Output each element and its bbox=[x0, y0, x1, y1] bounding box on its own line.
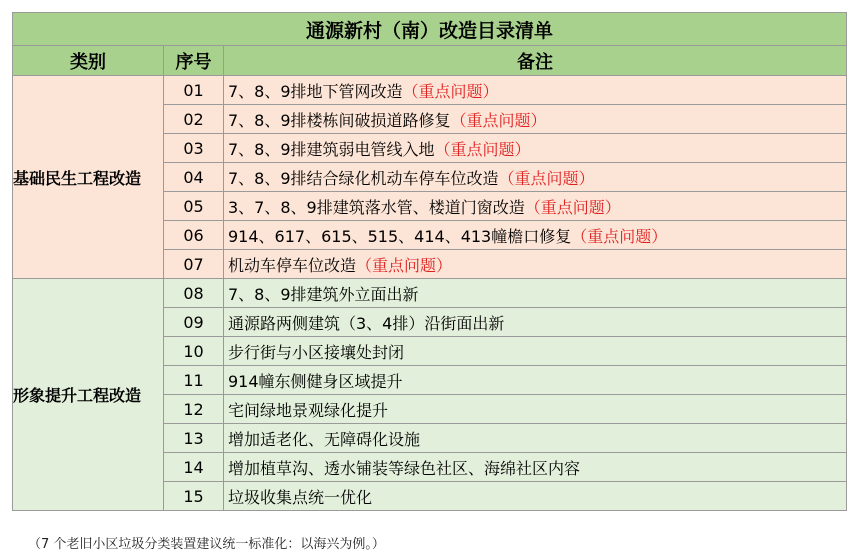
table-title: 通源新村（南）改造目录清单 bbox=[13, 13, 847, 46]
priority-tag: （重点问题） bbox=[524, 197, 621, 217]
index-cell: 07 bbox=[164, 250, 224, 279]
priority-tag: （重点问题） bbox=[402, 81, 499, 101]
index-cell: 04 bbox=[164, 163, 224, 192]
note-text: 7、8、9排结合绿化机动车停车位改造 bbox=[228, 168, 499, 188]
note-cell bbox=[224, 76, 847, 105]
index-cell: 14 bbox=[164, 453, 224, 482]
priority-tag: （重点问题） bbox=[434, 139, 531, 159]
note-text: 宅间绿地景观绿化提升 bbox=[228, 400, 389, 420]
note-cell bbox=[224, 134, 847, 163]
note-text: 914幢东侧健身区域提升 bbox=[228, 371, 403, 391]
index-cell: 03 bbox=[164, 134, 224, 163]
index-cell: 09 bbox=[164, 308, 224, 337]
note-text: 3、7、8、9排建筑落水管、楼道门窗改造 bbox=[228, 197, 525, 217]
priority-tag: （重点问题） bbox=[571, 226, 668, 246]
index-cell: 05 bbox=[164, 192, 224, 221]
note-cell bbox=[224, 308, 847, 337]
priority-tag: （重点问题） bbox=[356, 255, 453, 275]
table-row bbox=[13, 279, 847, 308]
index-cell: 02 bbox=[164, 105, 224, 134]
footnote: （7 个老旧小区垃圾分类装置建议统一标准化：以海兴为例。） bbox=[28, 537, 385, 552]
note-cell bbox=[224, 453, 847, 482]
note-text: 增加适老化、无障碍化设施 bbox=[228, 429, 421, 449]
note-text: 机动车停车位改造 bbox=[228, 255, 357, 275]
note-cell bbox=[224, 337, 847, 366]
priority-tag: （重点问题） bbox=[450, 110, 547, 130]
note-cell bbox=[224, 192, 847, 221]
note-cell bbox=[224, 105, 847, 134]
index-cell: 15 bbox=[164, 482, 224, 511]
index-cell: 06 bbox=[164, 221, 224, 250]
note-cell bbox=[224, 366, 847, 395]
index-cell: 13 bbox=[164, 424, 224, 453]
index-cell: 01 bbox=[164, 76, 224, 105]
renovation-catalog bbox=[12, 12, 846, 511]
note-text: 7、8、9排楼栋间破损道路修复 bbox=[228, 110, 451, 130]
index-cell: 08 bbox=[164, 279, 224, 308]
note-text: 步行街与小区接壤处封闭 bbox=[228, 342, 405, 362]
note-cell bbox=[224, 163, 847, 192]
note-cell bbox=[224, 395, 847, 424]
header-index: 序号 bbox=[164, 46, 224, 76]
category-cell: 基础民生工程改造 bbox=[13, 76, 164, 279]
category-cell: 形象提升工程改造 bbox=[13, 279, 164, 511]
note-text: 914、617、615、515、414、413幢檐口修复 bbox=[228, 226, 572, 246]
note-cell bbox=[224, 279, 847, 308]
catalog-table bbox=[12, 12, 847, 511]
table-row bbox=[13, 76, 847, 105]
header-notes: 备注 bbox=[224, 46, 847, 76]
note-text: 增加植草沟、透水铺装等绿色社区、海绵社区内容 bbox=[228, 458, 581, 478]
note-text: 垃圾收集点统一优化 bbox=[228, 487, 373, 507]
index-cell: 11 bbox=[164, 366, 224, 395]
note-text: 7、8、9排建筑外立面出新 bbox=[228, 284, 419, 304]
note-text: 7、8、9排建筑弱电管线入地 bbox=[228, 139, 435, 159]
index-cell: 10 bbox=[164, 337, 224, 366]
header-category: 类别 bbox=[13, 46, 164, 76]
note-cell bbox=[224, 250, 847, 279]
note-cell bbox=[224, 221, 847, 250]
note-text: 通源路两侧建筑（3、4排）沿街面出新 bbox=[228, 313, 505, 333]
priority-tag: （重点问题） bbox=[498, 168, 595, 188]
note-cell bbox=[224, 482, 847, 511]
note-cell bbox=[224, 424, 847, 453]
note-text: 7、8、9排地下管网改造 bbox=[228, 81, 403, 101]
index-cell: 12 bbox=[164, 395, 224, 424]
table-body bbox=[13, 76, 847, 511]
